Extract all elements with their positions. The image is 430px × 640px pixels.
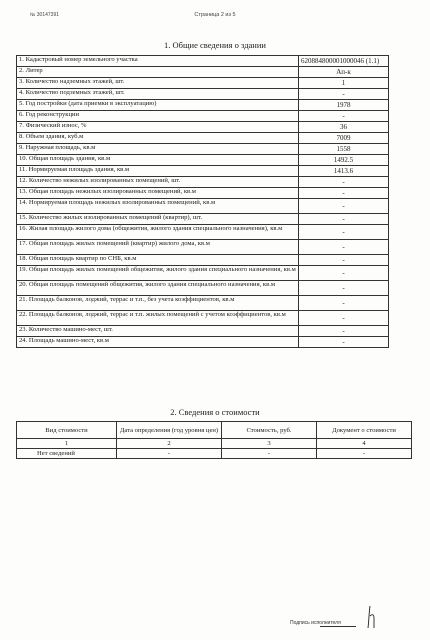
cost-table-header-row [17,422,412,439]
info-value: - [299,337,389,348]
info-value: - [299,296,389,311]
info-label: 22. Площадь балконов, лоджий, террас и т.п. жилых помещений с учетом коэффициентов, кв.м [17,311,299,326]
info-row [17,255,389,266]
info-label: 1. Кадастровый номер земельного участка [17,56,299,67]
cost-table-row [17,449,412,459]
cost-cell-type: Нет сведений [17,449,117,459]
info-row [17,111,389,122]
section2-title: 2. Сведения о стоимости [170,407,260,417]
cost-header-type: Вид стоимости [17,422,117,439]
info-label: 17. Общая площадь жилых помещений (квартир) жилого дома, кв.м [17,240,299,255]
info-label: 6. Год реконструкции [17,111,299,122]
info-row [17,326,389,337]
info-row [17,296,389,311]
info-row [17,214,389,225]
signature-label: Подпись исполнителя [290,620,341,626]
general-info-table [16,55,389,348]
info-row [17,266,389,281]
cost-header-date: Дата определения (год уровня цен) [117,422,222,439]
info-value: - [299,326,389,337]
cost-cell-date: - [117,449,222,459]
cost-col-number: 1 [17,439,117,449]
cost-cell-amount: - [222,449,317,459]
info-row [17,78,389,89]
info-row [17,199,389,214]
info-label: 14. Нормируемая площадь нежилых изолированных помещений, кв.м [17,199,299,214]
info-value: - [299,199,389,214]
cost-header-document: Документ о стоимости [317,422,412,439]
info-row [17,166,389,177]
info-value: - [299,240,389,255]
info-label: 20. Общая площадь помещений общежития, жилого здания специального назначения, кв.м [17,281,299,296]
info-value: - [299,311,389,326]
cost-table-number-row [17,439,412,449]
cost-col-number: 3 [222,439,317,449]
info-label: 18. Общая площадь квартир по СНБ, кв.м [17,255,299,266]
info-label: 23. Количество машино-мест, шт. [17,326,299,337]
info-row [17,240,389,255]
info-value: 1492.5 [299,155,389,166]
info-label: 3. Количество надземных этажей, шт. [17,78,299,89]
page-indicator: Страница 2 из 5 [194,12,236,18]
info-value: 1558 [299,144,389,155]
cost-table [16,421,412,459]
info-value: - [299,89,389,100]
info-label: 15. Количество жилых изолированных помещений (квартир), шт. [17,214,299,225]
info-value: 7009 [299,133,389,144]
info-label: 24. Площадь машино-мест, кв.м [17,337,299,348]
info-value: - [299,225,389,240]
info-label: 12. Количество нежилых изолированных помещений, шт. [17,177,299,188]
info-label: 11. Нормируемая площадь здания, кв.м [17,166,299,177]
signature-mark [364,602,380,630]
info-label: 4. Количество подземных этажей, шт. [17,89,299,100]
info-value: - [299,188,389,199]
info-row [17,188,389,199]
info-label: 13. Общая площадь нежилых изолированных помещений, кв.м [17,188,299,199]
info-value: 1 [299,78,389,89]
info-value: 36 [299,122,389,133]
info-value: - [299,281,389,296]
cost-col-number: 4 [317,439,412,449]
cost-cell-document: - [317,449,412,459]
info-label: 5. Год постройки (дата приемки в эксплуатацию) [17,100,299,111]
info-label: 7. Физический износ, % [17,122,299,133]
info-row [17,100,389,111]
info-row [17,155,389,166]
info-value: 1978 [299,100,389,111]
info-row [17,281,389,296]
cost-col-number: 2 [117,439,222,449]
cost-header-amount: Стоимость, руб. [222,422,317,439]
info-row [17,177,389,188]
info-row [17,144,389,155]
info-value: - [299,255,389,266]
info-value: Ап-к [299,67,389,78]
info-row [17,89,389,100]
info-row [17,311,389,326]
info-label: 8. Объем здания, куб.м [17,133,299,144]
info-value: - [299,111,389,122]
info-label: 21. Площадь балконов, лоджий, террас и т.п., без учета коэффициентов, кв.м [17,296,299,311]
document-number: № 30147391 [30,12,59,18]
info-value: - [299,177,389,188]
info-row [17,337,389,348]
info-value: 1413.6 [299,166,389,177]
info-value: 620884800001000046 (1.1) [299,56,389,67]
info-row [17,122,389,133]
info-value: - [299,214,389,225]
signature-line [320,626,356,627]
info-row [17,56,389,67]
info-label: 9. Наружная площадь, кв.м [17,144,299,155]
info-label: 10. Общая площадь здания, кв.м [17,155,299,166]
info-value: - [299,266,389,281]
info-label: 16. Жилая площадь жилого дома (общежития, жилого здания специального назначения), кв.м [17,225,299,240]
info-row [17,67,389,78]
section1-title: 1. Общие сведения о здании [164,40,266,50]
info-row [17,133,389,144]
info-label: 19. Общая площадь жилых помещений общежития, жилого здания специального назначения, кв.м [17,266,299,281]
info-row [17,225,389,240]
info-label: 2. Литер [17,67,299,78]
